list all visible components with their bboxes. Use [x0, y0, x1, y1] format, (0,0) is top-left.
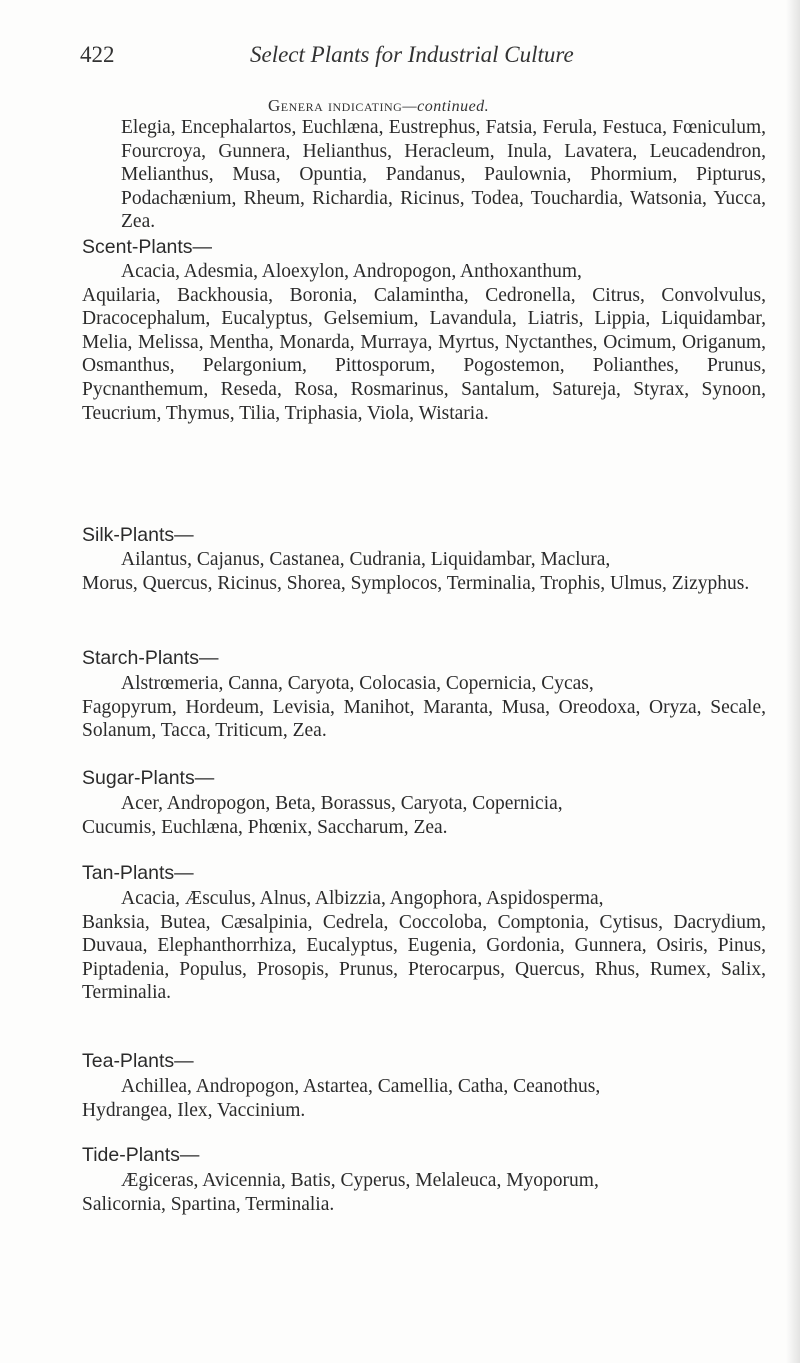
section-body-silk	[82, 548, 766, 595]
section-heading-tea: Tea-Plants—	[82, 1050, 194, 1072]
genera-subheading	[268, 96, 489, 116]
section-body-sugar-rest: Cucumis, Euchlæna, Phœnix, Saccharum, Zea.	[82, 816, 448, 838]
genera-subheading-continued: —continued.	[402, 98, 490, 115]
running-head	[80, 42, 760, 74]
section-body-tide-first-line: Ægiceras, Avicennia, Batis, Cyperus, Melaleuca, Myoporum,	[121, 1170, 599, 1191]
section-body-tan-rest: Banksia, Butea, Cæsalpinia, Cedrela, Coccoloba, Comptonia, Cytisus, Dacrydium, Duvaua, Elephanthorrhiza, Eucalyptus, Eugenia, Gordonia, Gunnera, Osiris, Pinus, Piptadenia, Populus, Prosopis, Prunus, Pterocarpus, Quercus, Rhus, Rumex, Salix, Terminalia.	[82, 911, 766, 1004]
section-heading-scent: Scent-Plants—	[82, 236, 213, 258]
section-heading-tide: Tide-Plants—	[82, 1144, 200, 1166]
genera-paragraph: Elegia, Encephalartos, Euchlæna, Eustrephus, Fatsia, Ferula, Festuca, Fœniculum, Fourcroya, Gunnera, Helianthus, Heracleum, Inula, Lavatera, Leucadendron, Melianthus, Musa, Opuntia, Pandanus, Paulownia, Phormium, Pipturus, Podachænium, Rheum, Richardia, Ricinus, Todea, Touchardia, Watsonia, Yucca, Zea.	[121, 117, 766, 233]
section-heading-tan: Tan-Plants—	[82, 862, 194, 884]
section-body-tide	[82, 1169, 766, 1216]
section-body-silk-first-line: Ailantus, Cajanus, Castanea, Cudrania, Liquidambar, Maclura,	[121, 549, 611, 570]
section-body-scent-first-line: Acacia, Adesmia, Aloexylon, Andropogon, Anthoxanthum,	[121, 261, 582, 282]
section-body-tan-first-line: Acacia, Æsculus, Alnus, Albizzia, Angophora, Aspidosperma,	[121, 888, 604, 909]
section-body-silk-rest: Morus, Quercus, Ricinus, Shorea, Symplocos, Terminalia, Trophis, Ulmus, Zizyphus.	[82, 572, 750, 594]
genera-subheading-caps: Genera indicating	[268, 96, 403, 115]
page-edge-shadow	[786, 0, 800, 1363]
section-body-scent-rest: Aquilaria, Backhousia, Boronia, Calamintha, Cedronella, Citrus, Convolvulus, Dracocephalum, Eucalyptus, Gelsemium, Lavandula, Liatris, Lippia, Liquidambar, Melia, Melissa, Mentha, Monarda, Murraya, Myrtus, Nyctanthes, Ocimum, Origanum, Osmanthus, Pelargonium, Pittosporum, Pogostemon, Polianthes, Prunus, Pycnanthemum, Reseda, Rosa, Rosmarinus, Santalum, Satureja, Styrax, Synoon, Teucrium, Thymus, Tilia, Triphasia, Viola, Wistaria.	[82, 284, 766, 424]
section-heading-starch: Starch-Plants—	[82, 647, 219, 669]
section-body-sugar-first-line: Acer, Andropogon, Beta, Borassus, Caryota, Copernicia,	[121, 793, 563, 814]
page-number: 422	[80, 42, 115, 67]
running-title: Select Plants for Industrial Culture	[250, 42, 574, 67]
section-heading-silk: Silk-Plants—	[82, 524, 194, 546]
section-body-starch-first-line: Alstrœmeria, Canna, Caryota, Colocasia, Copernicia, Cycas,	[121, 673, 594, 694]
section-body-tea-rest: Hydrangea, Ilex, Vaccinium.	[82, 1099, 306, 1121]
section-body-sugar	[82, 792, 766, 839]
section-body-tea	[82, 1075, 766, 1122]
section-body-tide-rest: Salicornia, Spartina, Terminalia.	[82, 1193, 335, 1215]
section-body-tea-first-line: Achillea, Andropogon, Astartea, Camellia, Catha, Ceanothus,	[121, 1076, 601, 1097]
section-body-tan	[82, 887, 766, 1005]
section-heading-sugar: Sugar-Plants—	[82, 767, 215, 789]
section-body-scent	[82, 260, 766, 425]
section-body-starch	[82, 672, 766, 743]
section-body-starch-rest: Fagopyrum, Hordeum, Levisia, Manihot, Maranta, Musa, Oreodoxa, Oryza, Secale, Solanum, Tacca, Triticum, Zea.	[82, 696, 766, 742]
